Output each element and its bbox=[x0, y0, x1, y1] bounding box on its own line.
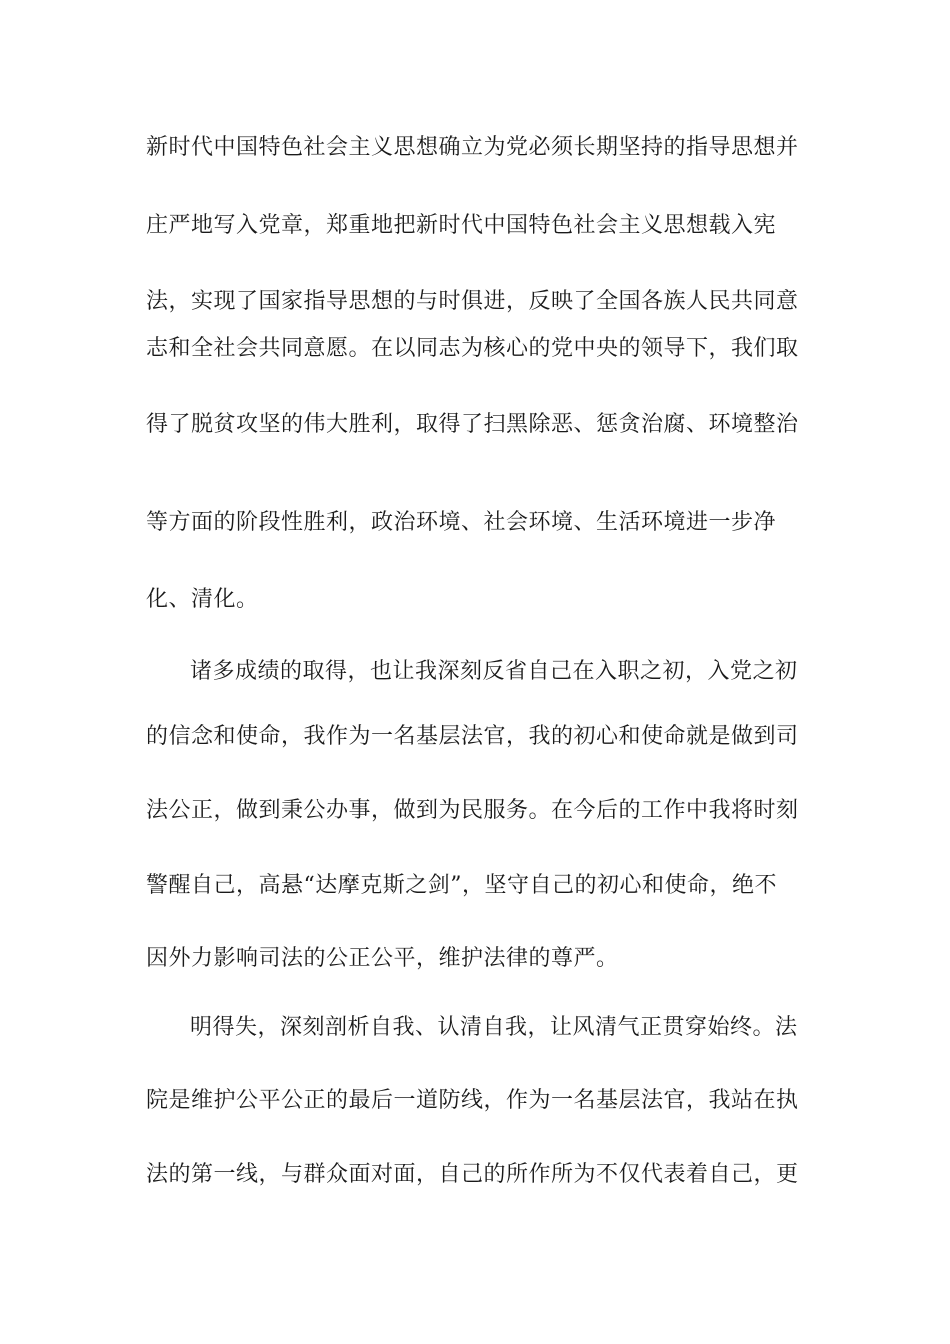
text-line: 法公正，做到秉公办事，做到为民服务。在今后的工作中我将时刻 bbox=[146, 798, 799, 823]
text-line: 警醒自己，高悬“达摩克斯之剑”，坚守自己的初心和使命，绝不 bbox=[146, 873, 777, 898]
text-line: 的信念和使命，我作为一名基层法官，我的初心和使命就是做到司 bbox=[146, 724, 799, 749]
text-line: 得了脱贫攻坚的伟大胜利，取得了扫黑除恶、惩贪治腐、环境整治 bbox=[146, 412, 799, 437]
text-line: 新时代中国特色社会主义思想确立为党必须长期坚持的指导思想并 bbox=[146, 135, 799, 160]
text-line: 等方面的阶段性胜利，政治环境、社会环境、生活环境进一步净 bbox=[146, 510, 777, 535]
text-line: 法，实现了国家指导思想的与时俱进，反映了全国各族人民共同意 bbox=[146, 289, 799, 314]
text-line: 化、清化。 bbox=[146, 587, 259, 612]
text-line: 法的第一线，与群众面对面，自己的所作所为不仅代表着自己，更 bbox=[146, 1162, 799, 1187]
text-line: 院是维护公平公正的最后一道防线，作为一名基层法官，我站在执 bbox=[146, 1088, 799, 1113]
text-line: 庄严地写入党章，郑重地把新时代中国特色社会主义思想载入宪 bbox=[146, 213, 777, 238]
text-line: 因外力影响司法的公正公平，维护法律的尊严。 bbox=[146, 946, 619, 971]
paragraph-first-line: 诸多成绩的取得，也让我深刻反省自己在入职之初，入党之初 bbox=[190, 659, 798, 684]
text-line: 志和全社会共同意愿。在以同志为核心的党中央的领导下，我们取 bbox=[146, 336, 799, 361]
paragraph-first-line: 明得失，深刻剖析自我、认清自我，让风清气正贯穿始终。法 bbox=[190, 1015, 798, 1040]
